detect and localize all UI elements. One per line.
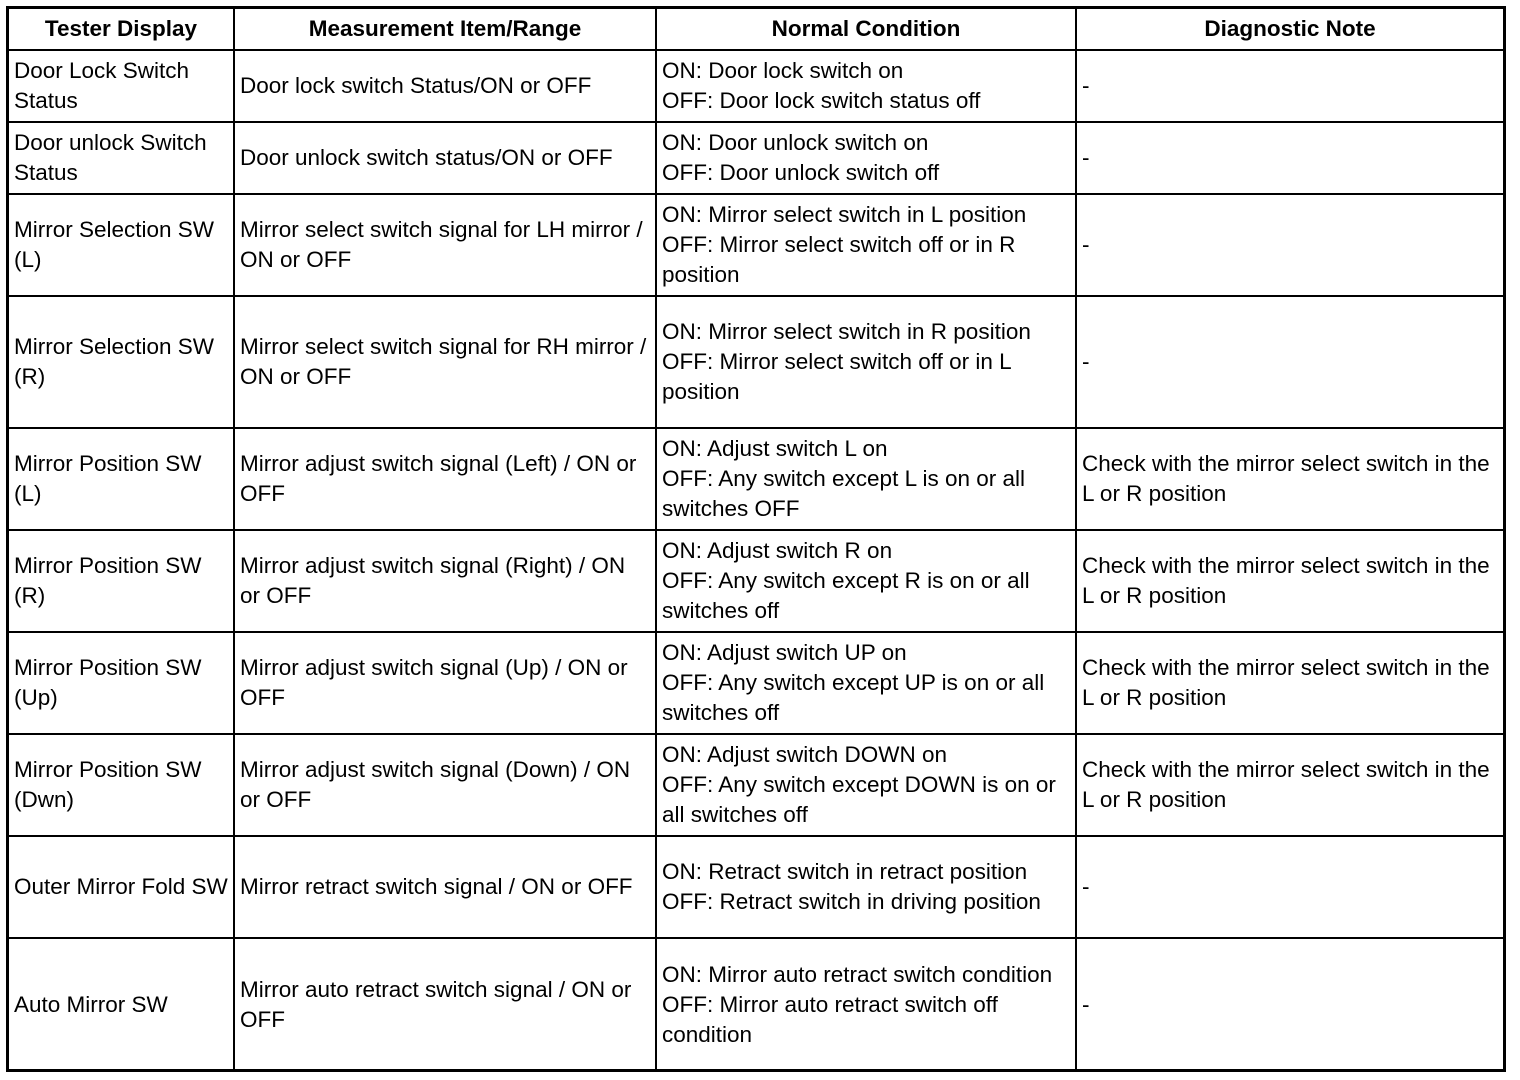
normal-off-text: OFF: Any switch except UP is on or all switches off <box>662 670 1045 725</box>
normal-on-text: ON: Retract switch in retract position <box>662 859 1028 884</box>
tester-display-cell: Mirror Selection SW (L) <box>9 194 234 296</box>
normal-condition-cell <box>656 296 1076 428</box>
normal-condition-cell <box>656 194 1076 296</box>
measurement-cell: Mirror select switch signal for RH mirror / ON or OFF <box>234 296 656 428</box>
normal-off-text: OFF: Any switch except R is on or all switches off <box>662 568 1030 623</box>
normal-off-text: OFF: Mirror select switch off or in L position <box>662 349 1011 404</box>
diagnostic-note-cell: - <box>1076 938 1503 1070</box>
normal-on-text: ON: Door unlock switch on <box>662 130 929 155</box>
diagnostic-table-frame <box>6 6 1506 1072</box>
table-row <box>9 194 1503 296</box>
header-row <box>9 9 1503 50</box>
normal-on-text: ON: Adjust switch UP on <box>662 640 907 665</box>
normal-off-text: OFF: Any switch except DOWN is on or all switches off <box>662 772 1056 827</box>
diagnostic-note-cell: - <box>1076 122 1503 194</box>
table-row <box>9 428 1503 530</box>
measurement-cell: Mirror adjust switch signal (Left) / ON or OFF <box>234 428 656 530</box>
normal-on-text: ON: Adjust switch DOWN on <box>662 742 948 767</box>
normal-off-text: OFF: Mirror auto retract switch off condition <box>662 991 998 1047</box>
normal-condition-cell <box>656 428 1076 530</box>
table-row <box>9 938 1503 1070</box>
tester-display-cell: Mirror Position SW (L) <box>9 428 234 530</box>
tester-display-cell: Auto Mirror SW <box>9 938 234 1070</box>
tester-display-cell: Door Lock Switch Status <box>9 50 234 122</box>
table-row <box>9 296 1503 428</box>
normal-on-text: ON: Mirror select switch in R position <box>662 319 1031 344</box>
tester-display-cell: Mirror Selection SW (R) <box>9 296 234 428</box>
normal-on-text: ON: Adjust switch L on <box>662 436 888 461</box>
measurement-cell: Door unlock switch status/ON or OFF <box>234 122 656 194</box>
tester-display-cell: Mirror Position SW (Up) <box>9 632 234 734</box>
tester-display-cell: Door unlock Switch Status <box>9 122 234 194</box>
normal-off-text: OFF: Door lock switch status off <box>662 88 981 113</box>
diagnostic-note-cell: Check with the mirror select switch in the L or R position <box>1076 530 1503 632</box>
table-row <box>9 50 1503 122</box>
normal-on-text: ON: Adjust switch R on <box>662 538 893 563</box>
diagnostic-note-cell: - <box>1076 50 1503 122</box>
normal-condition-cell <box>656 938 1076 1070</box>
normal-condition-cell <box>656 836 1076 938</box>
header-normal-condition: Normal Condition <box>656 9 1076 50</box>
normal-off-text: OFF: Any switch except L is on or all switches OFF <box>662 466 1026 521</box>
normal-on-text: ON: Mirror select switch in L position <box>662 202 1027 227</box>
diagnostic-note-cell: Check with the mirror select switch in the L or R position <box>1076 734 1503 836</box>
normal-condition-cell <box>656 632 1076 734</box>
tester-display-cell: Mirror Position SW (Dwn) <box>9 734 234 836</box>
normal-off-text: OFF: Mirror select switch off or in R position <box>662 232 1016 287</box>
normal-condition-cell <box>656 734 1076 836</box>
table-row <box>9 836 1503 938</box>
normal-off-text: OFF: Door unlock switch off <box>662 160 940 185</box>
diagnostic-note-cell: Check with the mirror select switch in the L or R position <box>1076 428 1503 530</box>
table-row <box>9 632 1503 734</box>
tester-display-cell: Mirror Position SW (R) <box>9 530 234 632</box>
diagnostic-table <box>9 9 1503 1070</box>
measurement-cell: Door lock switch Status/ON or OFF <box>234 50 656 122</box>
header-tester-display: Tester Display <box>9 9 234 50</box>
measurement-cell: Mirror select switch signal for LH mirror / ON or OFF <box>234 194 656 296</box>
normal-condition-cell <box>656 122 1076 194</box>
table-row <box>9 734 1503 836</box>
normal-on-text: ON: Mirror auto retract switch condition <box>662 961 1053 987</box>
diagnostic-note-cell: Check with the mirror select switch in the L or R position <box>1076 632 1503 734</box>
measurement-cell: Mirror adjust switch signal (Down) / ON or OFF <box>234 734 656 836</box>
header-measurement-item: Measurement Item/Range <box>234 9 656 50</box>
table-row <box>9 530 1503 632</box>
diagnostic-note-cell: - <box>1076 194 1503 296</box>
measurement-cell: Mirror adjust switch signal (Up) / ON or OFF <box>234 632 656 734</box>
tester-display-cell: Outer Mirror Fold SW <box>9 836 234 938</box>
normal-condition-cell <box>656 530 1076 632</box>
diagnostic-note-cell: - <box>1076 296 1503 428</box>
normal-off-text: OFF: Retract switch in driving position <box>662 889 1041 914</box>
measurement-cell: Mirror adjust switch signal (Right) / ON or OFF <box>234 530 656 632</box>
header-diagnostic-note: Diagnostic Note <box>1076 9 1503 50</box>
normal-on-text: ON: Door lock switch on <box>662 58 904 83</box>
diagnostic-note-cell: - <box>1076 836 1503 938</box>
measurement-cell: Mirror retract switch signal / ON or OFF <box>234 836 656 938</box>
normal-condition-cell <box>656 50 1076 122</box>
measurement-cell: Mirror auto retract switch signal / ON or OFF <box>234 938 656 1070</box>
table-row <box>9 122 1503 194</box>
